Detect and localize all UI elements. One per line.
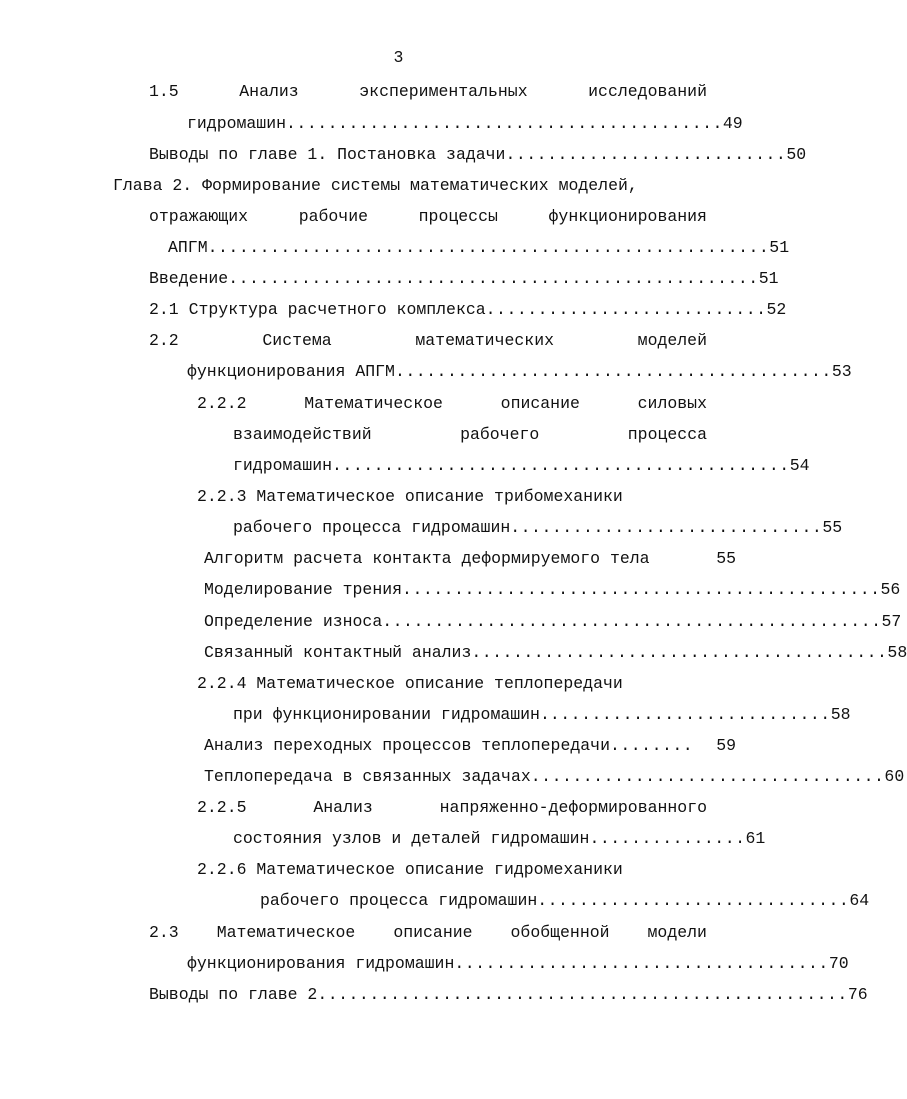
- heading-word: Анализ: [239, 82, 299, 101]
- page-ref: 60: [884, 767, 905, 786]
- heading-word: моделей: [637, 331, 707, 350]
- toc-entry-title: Алгоритм расчета контакта деформируемого тела: [204, 549, 650, 568]
- section-number: 2.2: [149, 331, 179, 350]
- toc-entry[interactable]: [187, 112, 743, 136]
- heading-word: функционирования: [548, 207, 707, 226]
- leader-dots: ........................................: [471, 643, 888, 662]
- toc-entry-title: функционирования гидромашин: [187, 954, 455, 973]
- toc-entry[interactable]: [260, 889, 870, 913]
- toc-entry-title: состояния узлов и деталей гидромашин: [233, 829, 590, 848]
- leader-dots: ...........................: [485, 300, 767, 319]
- heading-word: взаимодействий: [233, 425, 372, 444]
- toc-entry[interactable]: [187, 952, 849, 976]
- toc-entry-title: Моделирование трения: [204, 580, 403, 599]
- toc-entry[interactable]: [204, 765, 905, 789]
- heading-word: процесса: [627, 425, 707, 444]
- leader-dots: ...........................: [549, 705, 831, 724]
- heading-word: Система: [262, 331, 332, 350]
- toc-entry[interactable]: [233, 827, 766, 851]
- toc-heading-2-2-5: [197, 796, 707, 820]
- heading-word: Математическое: [304, 394, 443, 413]
- page-ref: 54: [789, 456, 810, 475]
- toc-heading-2-2: [149, 329, 707, 353]
- heading-text: 2.2.3 Математическое описание трибомеханики: [197, 487, 623, 506]
- heading-text: 2.2.6 Математическое описание гидромеханики: [197, 860, 623, 879]
- toc-heading-2-2-4: [197, 672, 707, 696]
- leader-dots: ..........................................: [286, 114, 723, 133]
- leader-dots: ...................................................: [228, 269, 759, 288]
- leader-dots: ..............................: [537, 891, 850, 910]
- toc-entry-title: при функционировании гидромашин.: [233, 705, 550, 724]
- toc-entry-title: гидромашин: [233, 456, 333, 475]
- toc-entry-title: Связанный контактный анализ: [204, 643, 472, 662]
- toc-entry[interactable]: [149, 298, 787, 322]
- toc-heading-2-2-2: [197, 392, 707, 416]
- section-number: 2.2.2: [197, 394, 247, 413]
- heading-word: обобщенной: [510, 923, 610, 942]
- toc-entry-title: рабочего процесса гидромашин: [233, 518, 511, 537]
- leader-dots: ..........................................: [394, 362, 832, 381]
- toc-entry[interactable]: [233, 454, 810, 478]
- leader-dots: ................................................: [382, 612, 882, 631]
- toc-entry-title: Выводы по главе 2: [149, 985, 318, 1004]
- toc-chapter-heading: [113, 174, 707, 198]
- toc-entry[interactable]: [233, 703, 851, 727]
- toc-entry-title: Анализ переходных процессов теплопередачи: [204, 736, 610, 755]
- toc-entry[interactable]: [204, 734, 736, 758]
- page-ref: 61: [745, 829, 766, 848]
- toc-entry[interactable]: [204, 578, 901, 602]
- page-ref: 50: [786, 145, 807, 164]
- section-number: 1.5: [149, 82, 179, 101]
- leader-dots: ........: [609, 736, 694, 755]
- page-ref: 55: [822, 518, 843, 537]
- leader-dots: ....................................: [454, 954, 829, 973]
- section-number: 2.2.5: [197, 798, 247, 817]
- heading-word: отражающих: [149, 207, 249, 226]
- toc-entry-title: функционирования АПГМ: [187, 362, 395, 381]
- toc-entry[interactable]: [187, 360, 852, 384]
- toc-heading-2-3: [149, 921, 707, 945]
- page-ref: 59: [716, 736, 736, 755]
- leader-dots: ..............................: [510, 518, 823, 537]
- toc-entry-title: гидромашин: [187, 114, 287, 133]
- leader-dots: ...........................: [505, 145, 787, 164]
- toc-entry[interactable]: [233, 516, 843, 540]
- toc-entry-title: Выводы по главе 1. Постановка задачи: [149, 145, 506, 164]
- toc-entry-title: Теплопередача в связанных задачах: [204, 767, 531, 786]
- heading-word: рабочего: [460, 425, 540, 444]
- toc-entry[interactable]: [149, 983, 868, 1007]
- heading-word: напряженно-деформированного: [439, 798, 707, 817]
- page-ref: 56: [880, 580, 901, 599]
- toc-entry[interactable]: [204, 610, 902, 634]
- section-number: 2.3: [149, 923, 179, 942]
- leader-dots: ..................................: [530, 767, 885, 786]
- heading-word: математических: [415, 331, 554, 350]
- heading-word: Математическое: [216, 923, 356, 942]
- page-ref: 55: [716, 549, 736, 568]
- heading-word: описание: [500, 394, 580, 413]
- page-ref: 76: [847, 985, 868, 1004]
- toc-heading-2-2-6: [197, 858, 707, 882]
- heading-word: рабочие: [298, 207, 368, 226]
- page-number: 3: [393, 48, 404, 67]
- page-ref: 70: [828, 954, 849, 973]
- heading-word: исследований: [588, 82, 707, 101]
- toc-heading-continuation: [233, 423, 707, 447]
- toc-entry-title: АПГМ: [168, 238, 208, 257]
- page-ref: 57: [881, 612, 902, 631]
- page-ref: 49: [722, 114, 743, 133]
- leader-dots: ............................................: [332, 456, 790, 475]
- heading-text: 2.2.4 Математическое описание теплопередачи: [197, 674, 623, 693]
- toc-entry-title: 2.1 Структура расчетного комплекса: [149, 300, 486, 319]
- page-ref: 51: [758, 269, 779, 288]
- page-ref: 53: [831, 362, 852, 381]
- heading-word: экспериментальных: [359, 82, 528, 101]
- page-ref: 52: [766, 300, 787, 319]
- toc-entry-title: рабочего процесса гидромашин: [260, 891, 538, 910]
- leader-dots: ...................................................: [317, 985, 848, 1004]
- toc-entry[interactable]: [204, 641, 907, 665]
- heading-word: описание: [393, 923, 473, 942]
- heading-word: процессы: [418, 207, 498, 226]
- toc-heading-continuation: [149, 205, 707, 229]
- page-ref: 58: [887, 643, 907, 662]
- toc-entry[interactable]: [168, 236, 790, 260]
- toc-entry[interactable]: [204, 547, 736, 571]
- toc-entry[interactable]: [149, 267, 779, 291]
- leader-dots: ......................................................: [207, 238, 770, 257]
- leader-dots: ...............: [589, 829, 746, 848]
- page-ref: 51: [769, 238, 790, 257]
- heading-word: силовых: [637, 394, 707, 413]
- toc-entry-title: Определение износа: [204, 612, 383, 631]
- toc-entry-title: Введение: [149, 269, 229, 288]
- toc-heading-1-5: [149, 80, 707, 104]
- page-ref: 64: [849, 891, 870, 910]
- page-ref: 58: [830, 705, 851, 724]
- heading-word: Анализ: [313, 798, 373, 817]
- toc-heading-2-2-3: [197, 485, 707, 509]
- leader-dots: ..............................................: [402, 580, 881, 599]
- heading-word: модели: [647, 923, 707, 942]
- chapter-title: Глава 2. Формирование системы математических моделей,: [113, 176, 638, 195]
- toc-entry[interactable]: [149, 143, 807, 167]
